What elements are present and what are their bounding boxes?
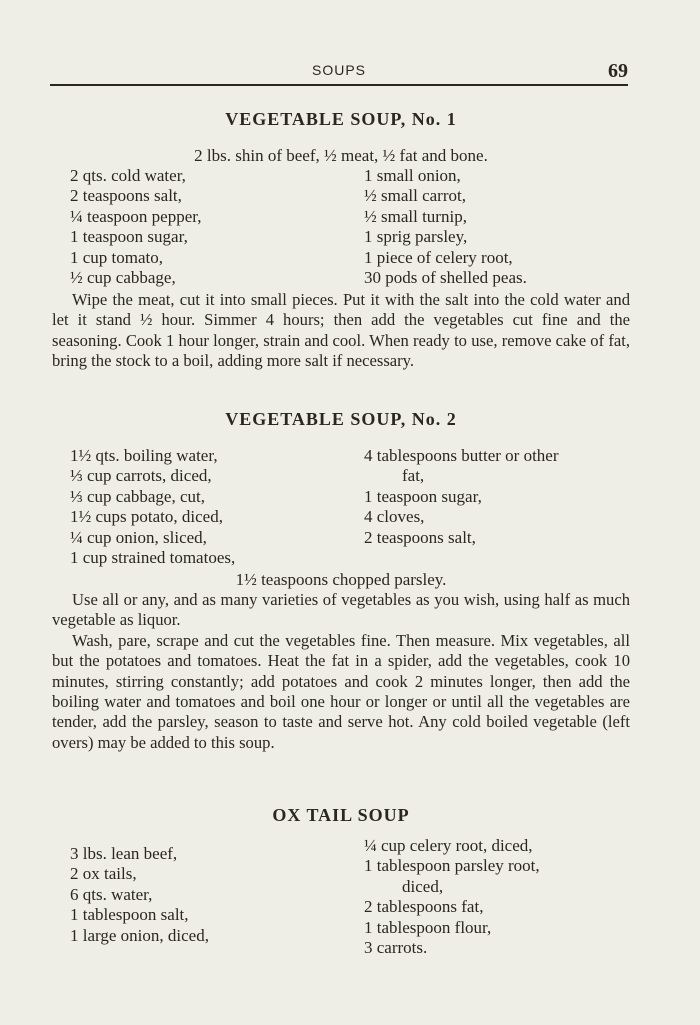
ingredient-line: ½ small carrot, [364,186,466,206]
ingredient-line: 1 tablespoon flour, [364,917,492,937]
ingredient-line: 1 teaspoon sugar, [364,486,482,506]
ingredient-line: 2 teaspoons salt, [364,527,476,547]
header-rule [50,84,628,86]
page-number: 69 [608,60,628,82]
ingredient-column-left [70,446,340,568]
ingredient-column-left [70,844,340,946]
ingredient-line-continued: diced, [402,876,444,896]
ingredient-columns [52,166,630,290]
ingredient-line: 1 small onion, [364,166,461,185]
ingredient-line: ¼ cup celery root, diced, [364,836,533,855]
ingredient-line: ½ small turnip, [364,206,467,226]
ingredient-wide-line: 2 lbs. shin of beef, ½ meat, ½ fat and bone. [194,146,488,165]
ingredient-line: 1 cup tomato, [70,247,164,267]
ingredient-line: 2 teaspoons salt, [70,186,182,206]
ingredient-columns [52,446,630,570]
ingredient-line: 1 piece of celery root, [364,247,513,267]
ingredient-line: 1 tablespoon parsley root, [364,856,540,876]
ingredient-line: 30 pods of shelled peas. [364,268,527,288]
ingredient-line: ½ cup cabbage, [70,268,176,288]
ingredient-line: 1½ cups potato, diced, [70,507,223,527]
ingredient-line: 1 teaspoon sugar, [70,227,188,247]
ingredient-wide-line: 1½ teaspoons chopped parsley. [235,570,447,589]
running-head [50,60,628,92]
instruction-paragraph: Wash, pare, scrape and cut the vegetables fine. Then measure. Mix vegetables, all but the potatoes and tomatoes. Heat the fat in a spider, add the vegetables, cook 10 minutes, stirring constantly; add potatoes and cook 2 minutes longer, then add the boiling water and tomatoes and boil one hour or longer or until all the vegetables are tender, add the parsley, season to taste and serve hot. Any cold boiled vegetable (left overs) may be added to this soup. [52,630,630,752]
instruction-paragraph: Wipe the meat, cut it into small pieces. Put it with the salt into the cold water and let it stand ½ hour. Simmer 4 hours; then add the vegetables cut fine and the seasoning. Cook 1 hour longer, strain and cool. When ready to use, remove cake of fat, bring the stock to a boil, adding more salt if necessary. [52,290,630,371]
ingredient-line: ¼ cup onion, sliced, [70,527,207,547]
ingredient-line: 1 large onion, diced, [70,925,209,945]
ingredient-column-right [364,166,634,288]
ingredient-line: 3 carrots. [364,938,428,958]
ingredient-line: 6 qts. water, [70,884,153,904]
ingredient-line: ⅓ cup carrots, diced, [70,466,212,486]
recipe-title: VEGETABLE SOUP, No. 2 [225,409,457,429]
ingredient-line: ¼ teaspoon pepper, [70,206,202,226]
ingredient-line: 3 lbs. lean beef, [70,844,178,863]
instruction-paragraph: Use all or any, and as many varieties of vegetables as you wish, using half as much vegetable as liquor. [52,590,630,630]
ingredient-line: 1½ qts. boiling water, [70,446,218,465]
ingredient-line: 1 sprig parsley, [364,227,468,247]
ingredient-columns [52,836,630,966]
ingredient-line: 2 tablespoons fat, [364,897,484,917]
ingredient-line-continued: fat, [402,466,425,486]
ingredient-line: 4 tablespoons butter or other [364,446,559,465]
ingredient-column-right [364,446,634,548]
ingredient-line: ⅓ cup cabbage, cut, [70,486,205,506]
ingredient-line: 2 qts. cold water, [70,166,186,185]
recipe-title: VEGETABLE SOUP, No. 1 [225,109,457,129]
recipe-vegetable-soup-1 [52,106,630,372]
recipe-title: OX TAIL SOUP [272,805,410,825]
ingredient-line: 1 cup strained tomatoes, [70,548,236,568]
recipe-ox-tail-soup [52,802,630,966]
ingredient-line: 4 cloves, [364,507,425,527]
running-head-title: SOUPS [311,62,366,78]
ingredient-line: 2 ox tails, [70,864,137,884]
recipe-vegetable-soup-2 [52,406,630,753]
ingredient-column-left [70,166,340,288]
ingredient-column-right [364,836,634,958]
ingredient-line: 1 tablespoon salt, [70,905,189,925]
